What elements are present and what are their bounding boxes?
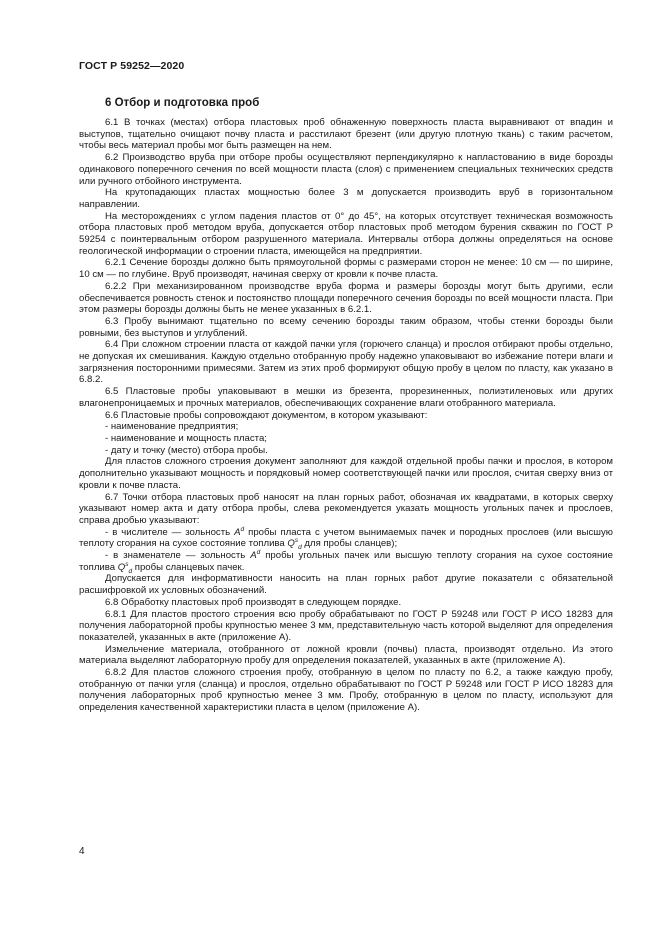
list-item: - наименование и мощность пласта;: [105, 432, 267, 444]
paragraph: На месторождениях с углом падения пластов от 0° до 45°, на которых отсутствует техническая возможность отбора пластовых проб методом вруба, допускается отбор пластовых проб методом бурения скважин по ГОСТ Р 59254 с поинтервальным отбором разрушенного материала. Интервалы отбора должны определяться на основе геологической информации о строении пласта, имеющейся на предприятии.: [79, 210, 613, 257]
list-item: - дату и точку (место) отбора пробы.: [105, 444, 268, 456]
paragraph: 6.8.1 Для пластов простого строения всю пробу обрабатывают по ГОСТ Р 59248 или ГОСТ Р ИСО 18283 для получения лабораторной пробы крупностью менее 3 мм, представительную часть которой выделяют для определения показателей, указанных в акте (приложение А).: [79, 608, 613, 643]
document-header: ГОСТ Р 59252—2020: [79, 60, 185, 72]
paragraph: Для пластов сложного строения документ заполняют для каждой отдельной пробы пачки и прослоя, в котором дополнительно указывают мощность и порядковый номер соответствующей пачки или прослоя, считая сверху вниз от кровли к почве пласта.: [79, 456, 613, 491]
page-number: 4: [79, 846, 85, 857]
paragraph: Измельчение материала, отобранного от ложной кровли (почвы) пласта, производят отдельно. Из этого материала выделяют лабораторную пробу для определения показателей, указанных в акте (приложение А).: [79, 643, 613, 667]
paragraph: 6.8 Обработку пластовых проб производят в следующем порядке.: [105, 596, 402, 608]
paragraph: 6.2.1 Сечение борозды должно быть прямоугольной формы с размерами сторон не менее: 10 см — по ширине, 10 см — по глубине. Вруб производят, начиная сверху от кровли к почве пласта.: [79, 257, 613, 281]
formula-line-numerator: - в числителе — зольность $A^d$ пробы пласта с учетом вынимаемых пачек и породных прослоев (или высшую теплоту сгорания на сухое состояние топлива $Q^s_d$ для пробы сланцев);: [79, 525, 613, 552]
paragraph: На крутопадающих пластах мощностью более 3 м допускается производить вруб в горизонтальном направлении.: [79, 187, 613, 210]
paragraph: 6.7 Точки отбора пластовых проб наносят на план горных работ, обозначая их квадратами, в которых сверху указывают номер акта и дату отбора пробы, слева рекомендуется указать мощность угольных пачек и прослоев, справа дробью указывают:: [79, 491, 613, 526]
heat-symbol: Q: [117, 561, 126, 573]
paragraph: Допускается для информативности наносить на план горных работ другие показатели с обязательной расшифровкой их условных обозначений.: [79, 573, 613, 597]
paragraph: 6.2 Производство вруба при отборе пробы осуществляют перпендикулярно к напластованию в виде борозды одинакового поперечного сечения по всей мощности пласта (слоя) с применением специальных технических средств или ручного отбойного инструмента.: [79, 152, 613, 187]
paragraph: 6.2.2 При механизированном производстве вруба форма и размеры борозды могут быть другими, если обеспечивается ровность стенок и постоянство площади поперечного сечения борозды по всей мощности пласта. При этом размеры борозды должны быть не менее указанных в 6.2.1.: [79, 280, 613, 316]
paragraph: 6.4 При сложном строении пласта от каждой пачки угля (горючего сланца) и прослоя отбирают пробы отдельно, не допуская их смешивания. Каждую отдельно отобранную пробу надежно упаковывают во избежание потери влаги и загрязнения посторонними примесями. Затем из этих проб формируют общую пробу в целом по пласту, как указано в 6.8.2.: [79, 339, 613, 386]
list-item: - наименование предприятия;: [105, 421, 239, 433]
document-body: [79, 117, 613, 714]
ash-symbol: A: [234, 526, 241, 538]
paragraph: 6.6 Пластовые пробы сопровождают документом, в котором указывают:: [105, 409, 428, 421]
formula-line-denominator: - в знаменателе — зольность $A^d$ пробы угольных пачек или высшую теплоту сгорания на сухое состояние топлива $Q^s_d$ пробы сланцевых пачек.: [79, 548, 613, 575]
paragraph: 6.5 Пластовые пробы упаковывают в мешки из брезента, прорезиненных, полиэтиленовых или других влагонепроницаемых и прочных материалов, обеспечивающих сохранение влаги отобранного материала.: [79, 386, 613, 409]
paragraph: 6.3 Пробу вынимают тщательно по всему сечению борозды таким образом, чтобы стенки борозды были ровными, без выступов и углублений.: [79, 315, 613, 339]
heat-symbol: Q: [287, 538, 295, 550]
ash-symbol: A: [250, 550, 257, 562]
paragraph: 6.1 В точках (местах) отбора пластовых проб обнаженную поверхность пласта выравнивают от впадин и выступов, тщательно очищают почву пласта и расстилают брезент (или другую плотную ткань) с таким расчетом, чтобы весь материал пробы мог быть размещен на нем.: [79, 117, 613, 152]
paragraph: 6.8.2 Для пластов сложного строения пробу, отобранную в целом по пласту по 6.2, а также каждую пробу, отобранную от пачки угля (сланца) и прослоя, отдельно обрабатывают по ГОСТ Р 59248 или ГОСТ Р ИСО 18283 для получения лабораторных проб крупностью менее 3 мм. Пробу, отобранную в целом по пласту, используют для определения качественной характеристики пласта в целом (приложение А).: [79, 667, 613, 714]
section-title: 6 Отбор и подготовка проб: [105, 97, 260, 109]
